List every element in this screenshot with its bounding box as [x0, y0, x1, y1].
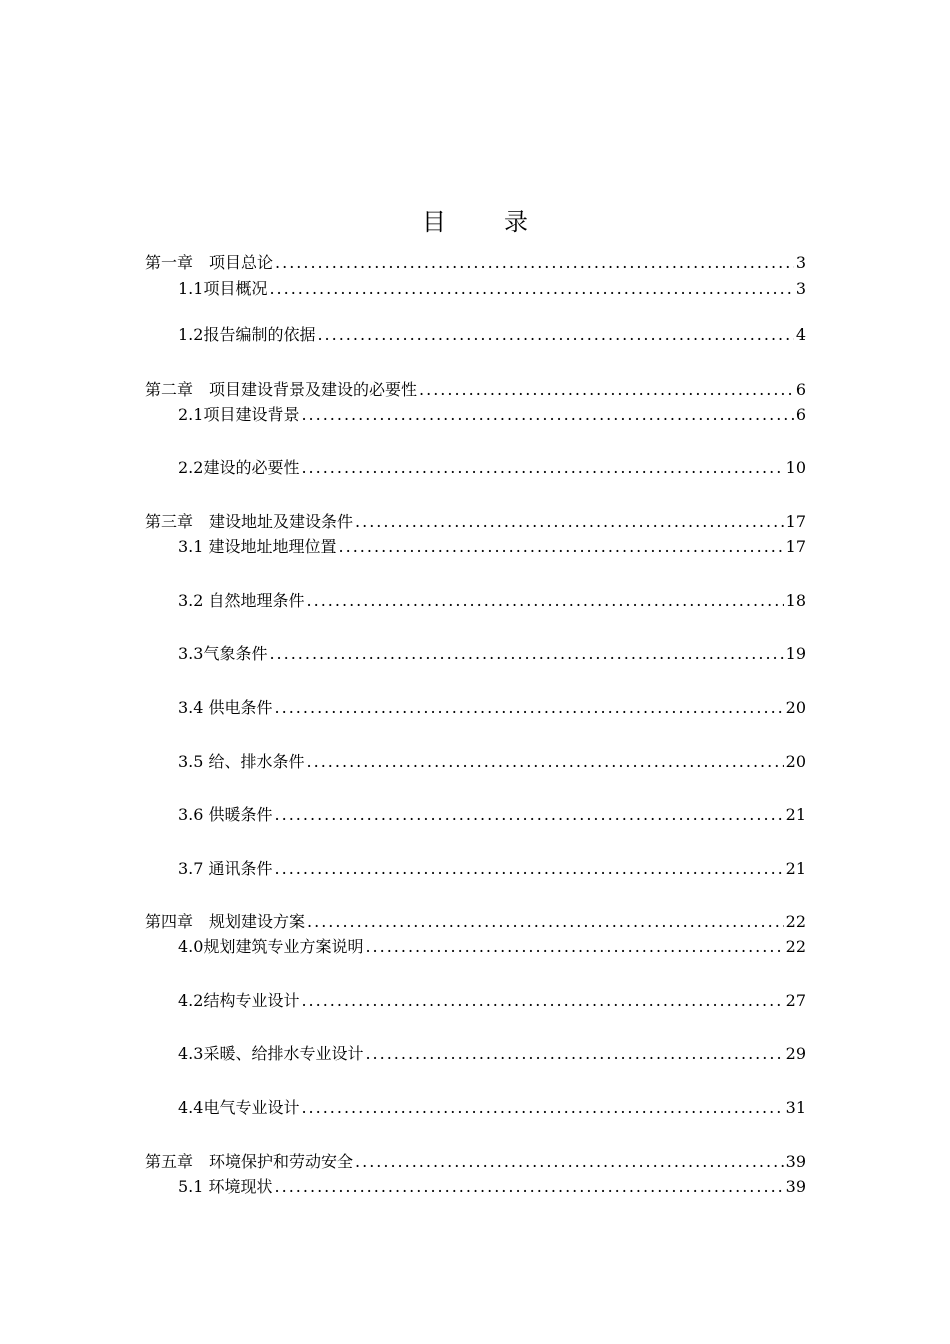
- toc-title: [0, 206, 950, 238]
- toc-page-number: 39: [785, 1177, 806, 1196]
- toc-page-number: 18: [785, 591, 806, 610]
- toc-entry-label: 4.0规划建筑专业方案说明: [178, 937, 364, 956]
- toc-entry-section[interactable]: [178, 456, 806, 478]
- toc-page-number: 17: [785, 537, 806, 556]
- toc-page-number: 6: [795, 405, 806, 424]
- toc-leader-dots: [269, 279, 793, 299]
- toc-leader-dots: [317, 325, 793, 345]
- toc-page-number: 31: [785, 1098, 806, 1117]
- toc-leader-dots: [365, 1044, 783, 1064]
- toc-page-number: 4: [795, 325, 806, 344]
- toc-leader-dots: [419, 380, 794, 400]
- toc-page-number: 22: [785, 912, 806, 931]
- toc-entry-chapter-3[interactable]: [145, 510, 806, 532]
- toc-page-number: 20: [785, 752, 806, 771]
- toc-entry-section[interactable]: [178, 803, 806, 825]
- toc-leader-dots: [275, 698, 784, 718]
- toc-page-number: 39: [785, 1152, 806, 1171]
- toc-entry-label: 2.2建设的必要性: [178, 458, 300, 477]
- toc-entry-label: 3.5 给、排水条件: [178, 752, 305, 771]
- toc-page-number: 6: [795, 380, 806, 399]
- toc-entry-section[interactable]: [178, 857, 806, 879]
- toc-entry-section[interactable]: [178, 277, 806, 299]
- toc-page-number: 3: [795, 253, 806, 272]
- toc-leader-dots: [307, 591, 784, 611]
- toc-entry-label: 4.3采暖、给排水专业设计: [178, 1044, 364, 1063]
- toc-entry-label: 第二章 项目建设背景及建设的必要性: [145, 380, 418, 399]
- toc-leader-dots: [301, 405, 793, 425]
- toc-leader-dots: [275, 805, 784, 825]
- toc-entry-label: 3.4 供电条件: [178, 698, 273, 717]
- toc-page-number: 29: [785, 1044, 806, 1063]
- toc-entry-label: 第一章 项目总论: [145, 253, 274, 272]
- toc-leader-dots: [355, 512, 784, 532]
- toc-entry-label: 3.3气象条件: [178, 644, 268, 663]
- toc-entry-label: 第三章 建设地址及建设条件: [145, 512, 354, 531]
- toc-entry-chapter-4[interactable]: [145, 910, 806, 932]
- toc-entry-label: 3.1 建设地址地理位置: [178, 537, 337, 556]
- toc-entry-section[interactable]: [178, 750, 806, 772]
- toc-page-number: 27: [785, 991, 806, 1010]
- toc-entry-chapter-2[interactable]: [145, 378, 806, 400]
- toc-entry-section[interactable]: [178, 696, 806, 718]
- toc-leader-dots: [275, 253, 794, 273]
- toc-entry-section[interactable]: [178, 589, 806, 611]
- toc-entry-label: 1.2报告编制的依据: [178, 325, 316, 344]
- toc-leader-dots: [301, 458, 783, 478]
- toc-page-number: 10: [785, 458, 806, 477]
- toc-entry-chapter-1[interactable]: [145, 251, 806, 273]
- toc-leader-dots: [301, 1098, 783, 1118]
- toc-entry-label: 4.4电气专业设计: [178, 1098, 300, 1117]
- toc-leader-dots: [355, 1152, 784, 1172]
- toc-page-number: 17: [785, 512, 806, 531]
- toc-title-char-2: 录: [504, 208, 528, 236]
- toc-entry-label: 1.1项目概况: [178, 279, 268, 298]
- toc-entry-label: 3.2 自然地理条件: [178, 591, 305, 610]
- toc-entry-label: 5.1 环境现状: [178, 1177, 273, 1196]
- toc-entry-section[interactable]: [178, 403, 806, 425]
- toc-title-char-1: 目: [422, 208, 446, 236]
- toc-entry-section[interactable]: [178, 935, 806, 957]
- toc-entry-section[interactable]: [178, 1042, 806, 1064]
- toc-entry-label: 3.7 通讯条件: [178, 859, 273, 878]
- toc-entry-label: 3.6 供暖条件: [178, 805, 273, 824]
- toc-entry-section[interactable]: [178, 323, 806, 345]
- toc-entry-section[interactable]: [178, 989, 806, 1011]
- toc-leader-dots: [365, 937, 783, 957]
- toc-entry-label: 第四章 规划建设方案: [145, 912, 306, 931]
- toc-entry-label: 4.2结构专业设计: [178, 991, 300, 1010]
- toc-entry-chapter-5[interactable]: [145, 1150, 806, 1172]
- toc-page-number: 3: [795, 279, 806, 298]
- toc-entry-section[interactable]: [178, 642, 806, 664]
- toc-page-number: 19: [785, 644, 806, 663]
- toc-leader-dots: [275, 1177, 784, 1197]
- toc-page-number: 21: [785, 805, 806, 824]
- toc-leader-dots: [307, 912, 784, 932]
- toc-leader-dots: [307, 752, 784, 772]
- toc-page-number: 20: [785, 698, 806, 717]
- toc-leader-dots: [269, 644, 783, 664]
- toc-entry-label: 第五章 环境保护和劳动安全: [145, 1152, 354, 1171]
- toc-entry-label: 2.1项目建设背景: [178, 405, 300, 424]
- toc-page-number: 21: [785, 859, 806, 878]
- toc-entry-section[interactable]: [178, 1175, 806, 1197]
- toc-leader-dots: [301, 991, 783, 1011]
- toc-page-number: 22: [785, 937, 806, 956]
- toc-entry-section[interactable]: [178, 535, 806, 557]
- toc-leader-dots: [339, 537, 784, 557]
- toc-entry-section[interactable]: [178, 1096, 806, 1118]
- toc-leader-dots: [275, 859, 784, 879]
